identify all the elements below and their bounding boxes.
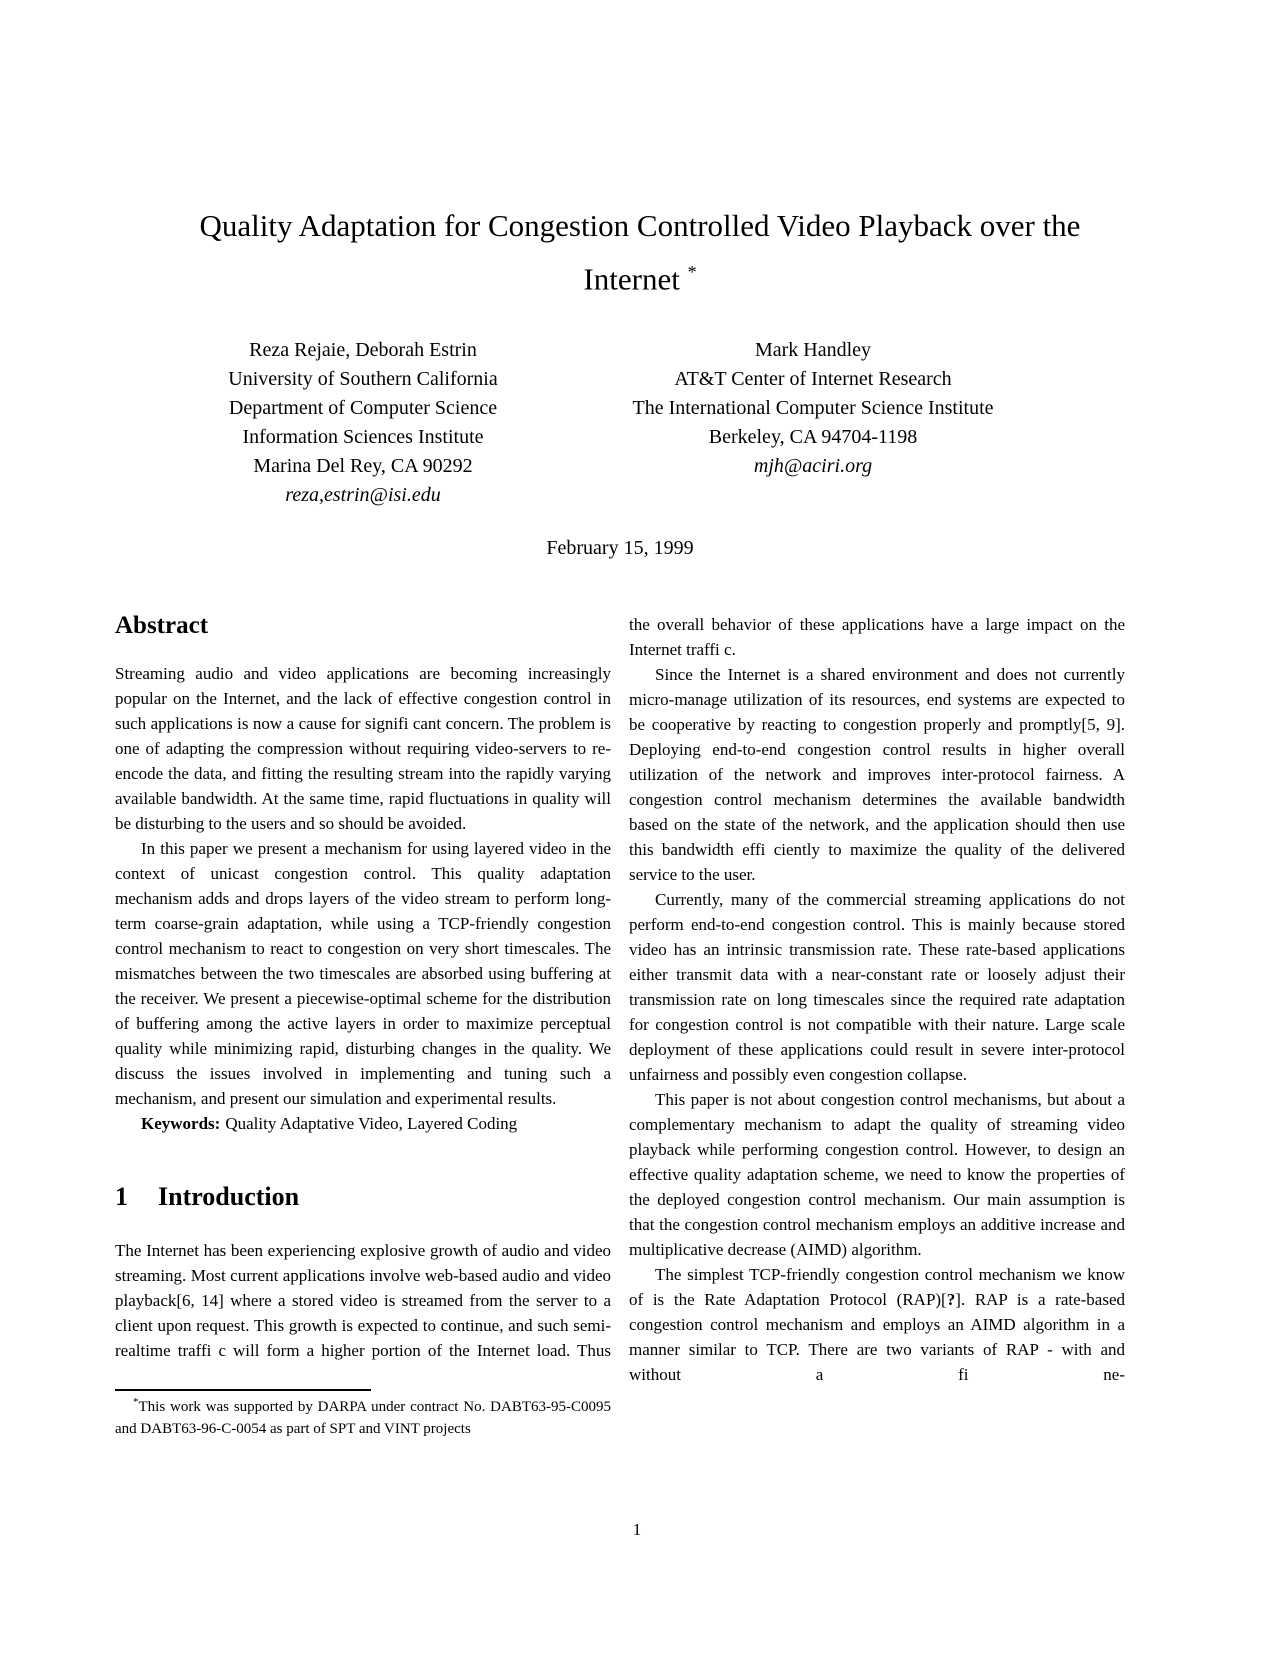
section-title: Introduction — [158, 1182, 300, 1212]
section-heading-introduction — [115, 1182, 611, 1212]
author-right-email: mjh@aciri.org — [753, 455, 873, 478]
author-left-affiliation-3: Information Sciences Institute — [242, 426, 484, 449]
left-column — [115, 612, 611, 1440]
footnote-body: This work was supported by DARPA under contract No. DABT63-95-C0095 and DABT63-96-C-0054 as part of SPT and VINT projects — [115, 1399, 611, 1438]
author-right-affiliation-1: AT&T Center of Internet Research — [674, 368, 952, 391]
right-paragraph-4: This paper is not about congestion control mechanisms, but about a complementary mechanism to adapt the quality of streaming video playback while performing congestion control. However, to design an effective quality adaptation scheme, we need to know the properties of the deployed congestion control mechanism. Our main assumption is that the congestion control mechanism employs an additive increase and multiplicative decrease (AIMD) algorithm. — [629, 1090, 1125, 1260]
keywords-line — [115, 1111, 611, 1136]
right-paragraph-5-before-ref: The simplest TCP-friendly congestion control mechanism we know of is the Rate Adaptation Protocol (RAP)[ — [629, 1265, 1125, 1310]
author-left-names: Reza Rejaie, Deborah Estrin — [249, 339, 477, 362]
author-left-email: reza,estrin@isi.edu — [285, 484, 441, 507]
author-block-left — [148, 336, 578, 510]
page-number: 1 — [632, 1520, 642, 1539]
author-left-affiliation-2: Department of Computer Science — [228, 397, 498, 420]
author-right-name: Mark Handley — [754, 339, 872, 362]
abstract-paragraph-2: In this paper we present a mechanism for using layered video in the context of unicast congestion control. This quality adaptation mechanism adds and drops layers of the video stream to perform long-term coarse-grain adaptation, while using a TCP-friendly congestion control mechanism to react to congestion on very short timescales. The mismatches between the two timescales are absorbed using buffering at the receiver. We present a piecewise-optimal scheme for the distribution of buffering among the active layers in order to maximize perceptual quality while minimizing rapid, disturbing changes in the quality. We discuss the issues involved in implementing and tuning such a mechanism, and present our simulation and experimental results. — [115, 839, 611, 1109]
right-paragraph-1: the overall behavior of these applications have a large impact on the Internet traffi c. — [629, 615, 1125, 660]
introduction-paragraph-1: The Internet has been experiencing explosive growth of audio and video streaming. Most current applications involve web-based audio and video playback[6, 14] where a stored video is streamed from the server to a client upon request. This growth is expected to continue, and such semi-realtime traffi c will form a higher portion of the Internet load. Thus — [115, 1241, 611, 1361]
two-column-body — [0, 612, 1280, 1440]
footnote-block — [115, 1389, 611, 1440]
keywords-text: Quality Adaptative Video, Layered Coding — [225, 1114, 518, 1134]
author-block-right — [578, 336, 1048, 510]
footnote-text — [115, 1391, 611, 1440]
author-blocks — [0, 336, 1280, 510]
title-footnote-marker: * — [687, 262, 697, 282]
abstract-paragraph-1: Streaming audio and video applications are becoming increasingly popular on the Internet, and the lack of effective congestion control in such applications is now a cause for signifi cant concern. The problem is one of adapting the compression without requiring video-servers to re-encode the data, and fitting the resulting stream into the rapidly varying available bandwidth. At the same time, rapid fluctuations in quality will be disturbing to the users and so should be avoided. — [115, 664, 611, 834]
citation-ref-unresolved: ? — [946, 1290, 956, 1310]
publication-date: February 15, 1999 — [546, 537, 694, 560]
section-number: 1 — [115, 1182, 128, 1212]
author-right-address: Berkeley, CA 94704-1198 — [708, 426, 918, 449]
title-line-1: Quality Adaptation for Congestion Controlled Video Playback over the — [199, 208, 1081, 243]
right-column — [629, 612, 1125, 1440]
abstract-heading: Abstract — [115, 612, 209, 640]
footnote-marker: * — [133, 1396, 139, 1409]
keywords-label: Keywords: — [141, 1114, 221, 1134]
author-right-affiliation-2: The International Computer Science Institute — [632, 397, 994, 420]
right-paragraph-2: Since the Internet is a shared environment and does not currently micro-manage utilization of its resources, end systems are expected to be cooperative by reacting to congestion properly and promptly[5, 9]. Deploying end-to-end congestion control results in higher overall utilization of the network and improves inter-protocol fairness. A congestion control mechanism determines the available bandwidth based on the state of the network, and the application should then use this bandwidth effi ciently to maximize the quality of the delivered service to the user. — [629, 665, 1125, 885]
right-paragraph-5 — [629, 1262, 1125, 1387]
right-paragraph-5-after-ref: ]. RAP is a rate-based congestion control mechanism and employs an AIMD algorithm in a manner similar to TCP. There are two variants of RAP - with and without a fi ne- — [629, 1290, 1126, 1385]
author-left-affiliation-1: University of Southern California — [228, 368, 498, 391]
paper-title — [0, 0, 1280, 302]
title-line-2: Internet — [583, 261, 680, 297]
author-left-address: Marina Del Rey, CA 90292 — [253, 455, 473, 478]
right-paragraph-3: Currently, many of the commercial streaming applications do not perform end-to-end congestion control. This is mainly because stored video has an intrinsic transmission rate. These rate-based applications either transmit data with a near-constant rate or loosely adjust their transmission rate on long timescales since the required rate adaptation for congestion control is not compatible with their nature. Large scale deployment of these applications could result in severe inter-protocol unfairness and possibly even congestion collapse. — [629, 890, 1125, 1085]
